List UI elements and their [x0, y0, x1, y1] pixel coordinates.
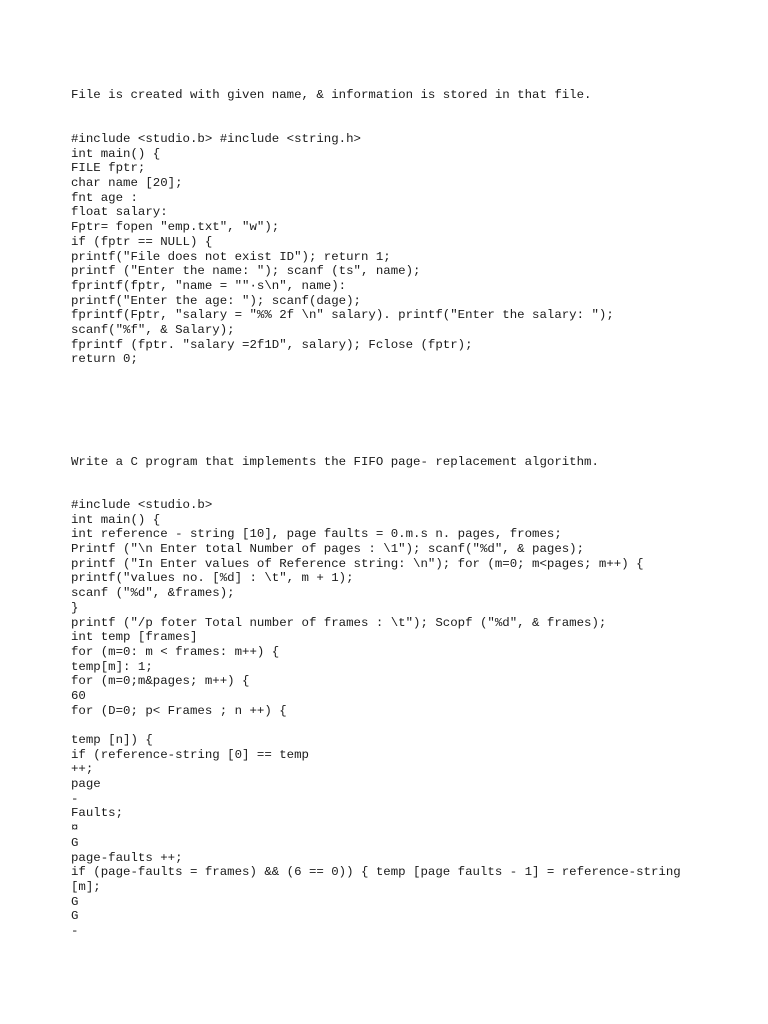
code-line: for (m=0: m < frames: m++) { [71, 644, 280, 659]
code-line: for (m=0;m&pages; m++) { [71, 674, 250, 689]
code-line: fprintf(fptr, "name = ""·s\n", name): [71, 278, 347, 293]
code-line: if (reference-string [0] == temp [71, 747, 309, 762]
code-line: FILE fptr; [71, 161, 146, 176]
code-line: char name [20]; [71, 176, 183, 191]
section-1-heading: File is created with given name, & information is stored in that file. [71, 88, 592, 102]
code-line: printf ("In Enter values of Reference string: \n"); for (m=0; m<pages; m++) { [71, 556, 644, 571]
code-line: int reference - string [10], page faults = 0.m.s n. pages, fromes; [71, 527, 562, 542]
code-line: if (fptr == NULL) { [71, 234, 213, 249]
code-line: 60 [71, 688, 86, 703]
code-line: #include <studio.b> #include <string.h> [71, 132, 361, 146]
code-line: fnt age : [71, 190, 138, 205]
code-line: } [71, 600, 79, 615]
section-2-heading: Write a C program that implements the FIFO page- replacement algorithm. [71, 455, 599, 469]
code-line: Fptr= fopen "emp.txt", "w"); [71, 220, 280, 235]
code-line: G [71, 894, 79, 909]
code-line: int temp [frames] [71, 630, 198, 645]
code-line: #include <studio.b> [71, 498, 213, 512]
code-line: printf("values no. [%d] : \t", m + 1); [71, 571, 354, 586]
code-line: float salary: [71, 205, 168, 220]
code-line: G [71, 835, 79, 850]
code-line: int main() { [71, 512, 161, 527]
code-line: if (page-faults = frames) && (6 == 0)) { temp [page faults - 1] = reference-string [71, 865, 681, 880]
code-line: fprintf (fptr. "salary =2f1D", salary); Fclose (fptr); [71, 337, 473, 352]
section-1-code-block [71, 132, 614, 367]
code-line: temp [n]) { [71, 733, 153, 747]
code-line: printf("File does not exist ID"); return 1; [71, 249, 391, 264]
code-line: printf ("/p foter Total number of frames : \t"); Scopf ("%d", & frames); [71, 615, 607, 630]
code-line: - [71, 791, 79, 806]
code-line: ++; [71, 762, 94, 777]
code-line: [m]; [71, 879, 101, 894]
code-line: Faults; [71, 806, 124, 821]
code-line: Printf ("\n Enter total Number of pages : \1"); scanf("%d", & pages); [71, 542, 585, 557]
code-line: return 0; [71, 352, 138, 367]
code-line: G [71, 909, 79, 924]
code-line: ¤ [71, 821, 79, 836]
code-line: scanf ("%d", &frames); [71, 586, 235, 601]
code-line: printf ("Enter the name: "); scanf (ts", name); [71, 264, 421, 279]
code-line: page [71, 777, 101, 792]
code-line: fprintf(Fptr, "salary = "%% 2f \n" salary). printf("Enter the salary: "); [71, 308, 614, 323]
code-line: for (D=0; p< Frames ; n ++) { [71, 703, 287, 718]
code-line [71, 718, 681, 733]
code-line: temp[m]: 1; [71, 659, 153, 674]
section-2-code-block [71, 498, 681, 939]
code-line: int main() { [71, 146, 161, 161]
code-line: - [71, 923, 79, 938]
code-line: page-faults ++; [71, 850, 183, 865]
code-line: printf("Enter the age: "); scanf(dage); [71, 293, 361, 308]
code-line: scanf("%f", & Salary); [71, 322, 235, 337]
